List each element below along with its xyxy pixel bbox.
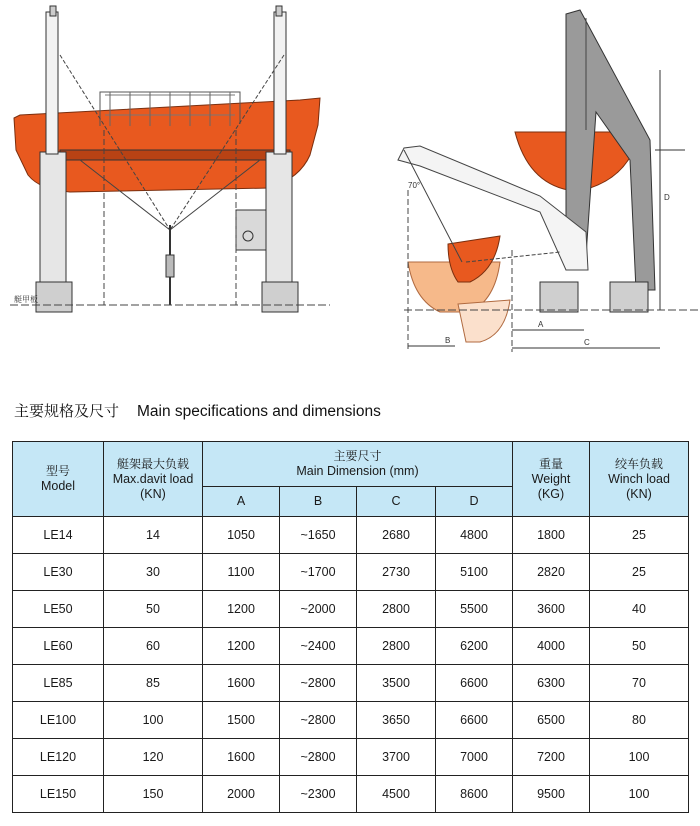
cell-a: 1200: [203, 628, 280, 665]
header-dim-d: D: [436, 487, 513, 517]
table-row: [13, 517, 689, 554]
cell-weight: 9500: [513, 776, 590, 813]
cell-d: 6600: [436, 665, 513, 702]
cell-load: 50: [104, 591, 203, 628]
cell-model: LE100: [13, 702, 104, 739]
section-title: [14, 400, 381, 421]
header-weight: 重量 Weight (KG): [513, 442, 590, 517]
cell-c: 2800: [357, 591, 436, 628]
cell-b: ~2300: [280, 776, 357, 813]
dim-label-a: A: [538, 320, 544, 329]
cell-weight: 7200: [513, 739, 590, 776]
header-winch-load: 绞车负载 Winch load (KN): [590, 442, 689, 517]
cell-b: ~2800: [280, 702, 357, 739]
cell-load: 30: [104, 554, 203, 591]
cell-c: 3500: [357, 665, 436, 702]
cell-winch: 100: [590, 739, 689, 776]
cell-weight: 1800: [513, 517, 590, 554]
cell-b: ~1650: [280, 517, 357, 554]
cell-c: 3650: [357, 702, 436, 739]
cell-model: LE120: [13, 739, 104, 776]
table-row: [13, 776, 689, 813]
cell-winch: 40: [590, 591, 689, 628]
cell-model: LE60: [13, 628, 104, 665]
cell-load: 14: [104, 517, 203, 554]
dim-label-c: C: [584, 338, 590, 347]
cell-winch: 100: [590, 776, 689, 813]
cell-d: 7000: [436, 739, 513, 776]
cell-b: ~2400: [280, 628, 357, 665]
cell-b: ~1700: [280, 554, 357, 591]
cell-c: 4500: [357, 776, 436, 813]
cell-a: 1600: [203, 665, 280, 702]
table-row: [13, 628, 689, 665]
cell-load: 150: [104, 776, 203, 813]
cell-weight: 6500: [513, 702, 590, 739]
cell-b: ~2000: [280, 591, 357, 628]
cell-load: 120: [104, 739, 203, 776]
cell-load: 85: [104, 665, 203, 702]
cell-model: LE14: [13, 517, 104, 554]
deck-label: 艇甲板: [14, 295, 38, 304]
cell-model: LE85: [13, 665, 104, 702]
cell-weight: 3600: [513, 591, 590, 628]
cell-winch: 70: [590, 665, 689, 702]
cell-c: 2680: [357, 517, 436, 554]
specifications-table: [12, 441, 689, 813]
cell-c: 3700: [357, 739, 436, 776]
cell-winch: 25: [590, 554, 689, 591]
table-row: [13, 665, 689, 702]
cell-a: 1050: [203, 517, 280, 554]
davit-technical-drawing: [0, 0, 700, 370]
cell-c: 2800: [357, 628, 436, 665]
cell-a: 1600: [203, 739, 280, 776]
cell-c: 2730: [357, 554, 436, 591]
cell-a: 1500: [203, 702, 280, 739]
side-view: [398, 10, 700, 352]
cell-a: 1200: [203, 591, 280, 628]
header-dim-b: B: [280, 487, 357, 517]
section-title-cn: 主要规格及尺寸: [14, 402, 120, 420]
cell-b: ~2800: [280, 739, 357, 776]
cell-d: 5500: [436, 591, 513, 628]
cell-winch: 50: [590, 628, 689, 665]
cell-d: 6200: [436, 628, 513, 665]
header-model: 型号 Model: [13, 442, 104, 517]
cell-weight: 6300: [513, 665, 590, 702]
cell-b: ~2800: [280, 665, 357, 702]
table-row: [13, 591, 689, 628]
section-title-en: Main specifications and dimensions: [137, 403, 381, 420]
cell-winch: 25: [590, 517, 689, 554]
cell-winch: 80: [590, 702, 689, 739]
cell-a: 1100: [203, 554, 280, 591]
cell-weight: 4000: [513, 628, 590, 665]
cell-d: 8600: [436, 776, 513, 813]
header-dim-a: A: [203, 487, 280, 517]
cell-load: 60: [104, 628, 203, 665]
header-dim-c: C: [357, 487, 436, 517]
cell-d: 6600: [436, 702, 513, 739]
cell-weight: 2820: [513, 554, 590, 591]
cell-model: LE150: [13, 776, 104, 813]
cell-model: LE30: [13, 554, 104, 591]
cell-model: LE50: [13, 591, 104, 628]
table-header-row-1: [13, 442, 689, 487]
header-max-load: 艇架最大负载 Max.davit load (KN): [104, 442, 203, 517]
front-view: [10, 6, 330, 312]
cell-d: 4800: [436, 517, 513, 554]
dim-label-angle: 70°: [408, 181, 421, 190]
table-row: [13, 702, 689, 739]
cell-load: 100: [104, 702, 203, 739]
dim-label-b: B: [445, 336, 451, 345]
table-row: [13, 739, 689, 776]
table-row: [13, 554, 689, 591]
cell-a: 2000: [203, 776, 280, 813]
header-main-dimension: 主要尺寸 Main Dimension (mm): [203, 442, 513, 487]
cell-d: 5100: [436, 554, 513, 591]
dim-label-d: D: [664, 193, 670, 202]
table-body: [13, 517, 689, 813]
